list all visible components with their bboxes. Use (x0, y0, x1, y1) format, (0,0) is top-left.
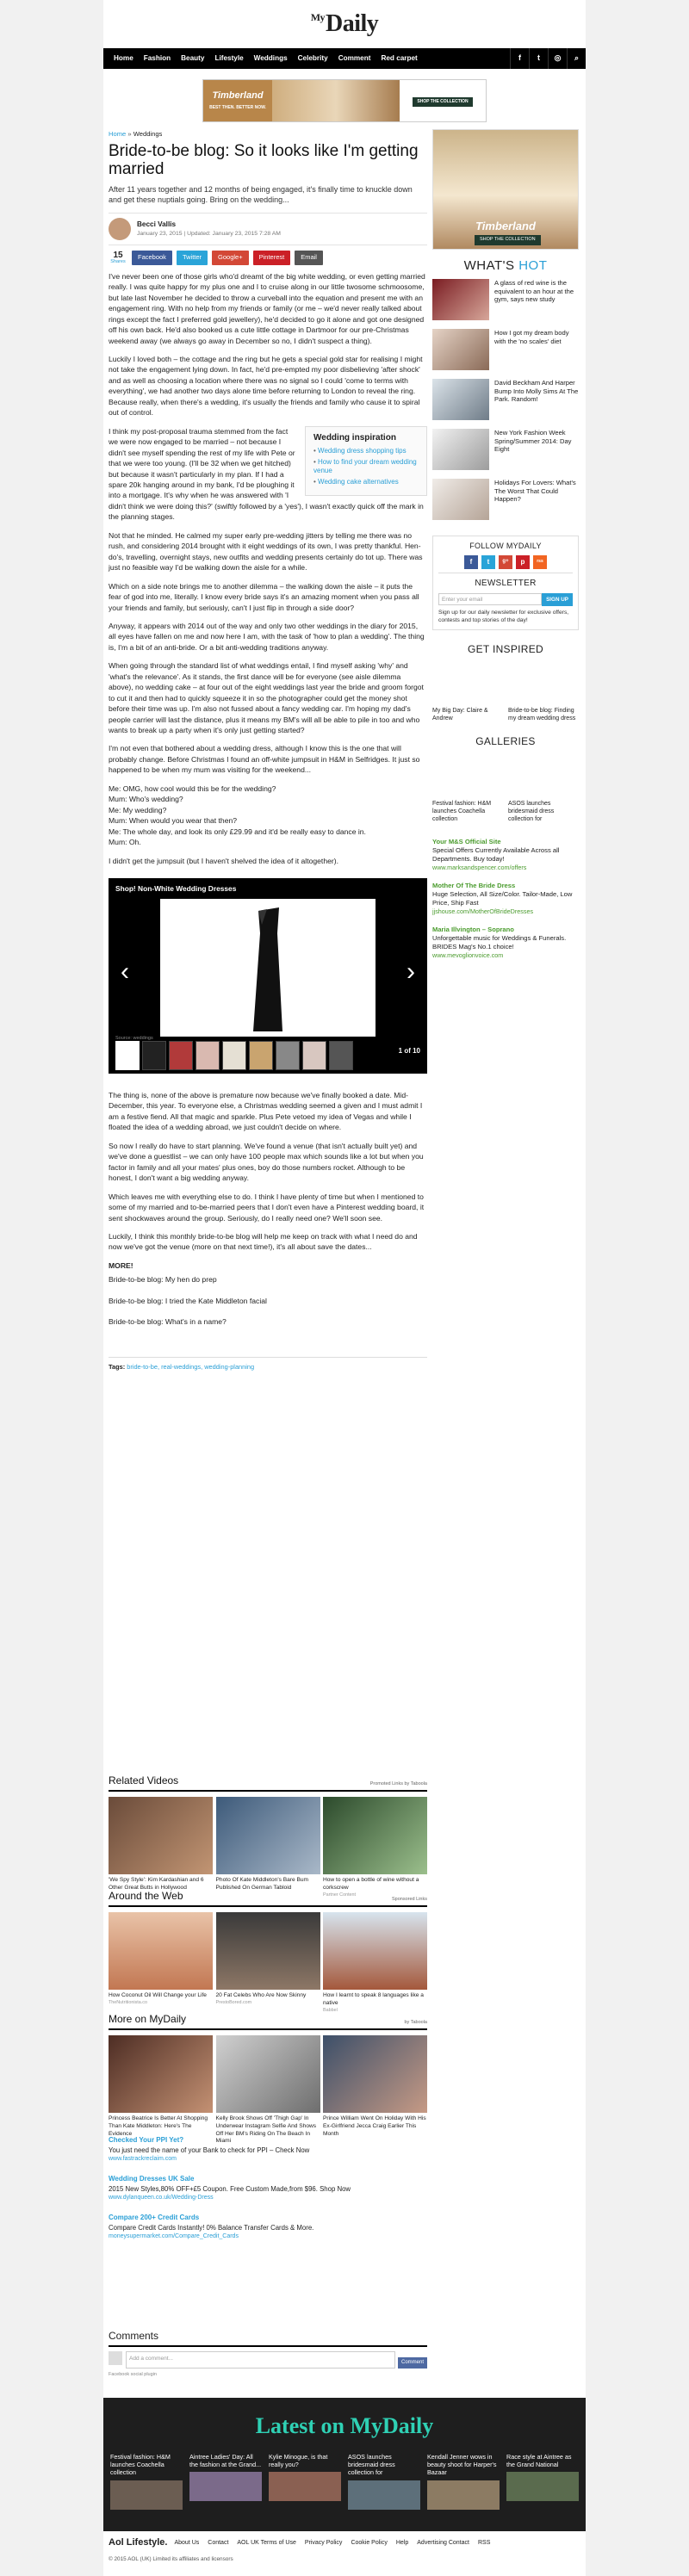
comment-input[interactable]: Add a comment... (126, 2351, 395, 2369)
share-twitter-button[interactable]: Twitter (177, 251, 208, 265)
pinterest-icon[interactable]: p (516, 555, 530, 569)
nav-weddings[interactable]: Weddings (253, 54, 288, 63)
footer-link[interactable]: AOL UK Terms of Use (237, 2539, 296, 2546)
tags: Tags: bride-to-be, real-weddings, wedding-planning (109, 1357, 427, 1372)
nav-comment[interactable]: Comment (338, 54, 371, 63)
rss-icon[interactable]: rss (533, 555, 547, 569)
article-title: Bride-to-be blog: So it looks like I'm getting married (109, 142, 419, 179)
footer-link[interactable]: Cookie Policy (351, 2539, 388, 2546)
article-paragraph: When going through the standard list of what weddings entail, I find myself asking 'why' and 'what's the relevance'. As it stands, the first dance will be for everyone (see aisle dilemma above), no wedding cake – at four out of the eight weddings last year the bride and groom forgot to cut it and then had to quickly squeeze it in so the photographer could get the money shot before their time was up. I'm also not fussed about a fancy wedding car. I'm hoping my dad's people carrier will last the distance, plus it means my BM's will all be able to pile in too and who wants to break up a party when it's only just getting started? (109, 661, 424, 735)
more-card[interactable]: Kelly Brook Shows Off 'Thigh Gap' In Underwear Instagram Selfie And Shows Off Her BM's Riding On The Beach In Miami (216, 2035, 320, 2145)
promoted-link[interactable]: Compare 200+ Credit Cards Compare Credit Cards Instantly! 0% Balance Transfer Cards & More. moneysupermarket.com/Compare_Credit_Cards (109, 2214, 314, 2239)
promoted-link[interactable]: Checked Your PPI Yet? You just need the name of your Bank to check for PPI – Check Now www.fastrackreclaim.com (109, 2136, 310, 2162)
footer-link[interactable]: Contact (208, 2539, 229, 2546)
main-nav (103, 48, 586, 69)
comments-title: Comments (109, 2329, 427, 2347)
copyright: © 2015 AOL (UK) Limited its affiliates and licensors (109, 2555, 233, 2562)
shop-gallery (109, 878, 427, 1074)
galleries-title: GALLERIES (475, 735, 536, 748)
galleries (432, 800, 579, 823)
gallery-thumbnails (115, 1041, 356, 1070)
article-paragraph: So now I really do have to start planning. We've found a venue (that isn't actually built yet) and we've done a guestlist – we can only have 100 people max which sounds like a lot but when you factor in family and all your mates' plus ones, boy do those numbers rocket. Although to be honest, I don't want a big wedding anyway. (109, 1141, 424, 1183)
gallery-thumb[interactable] (222, 1041, 246, 1070)
nav-lifestyle[interactable]: Lifestyle (214, 54, 244, 63)
share-googleplus-button[interactable]: Google+ (212, 251, 249, 265)
hot-item[interactable]: How I got my dream body with the 'no scales' diet (432, 329, 579, 370)
get-inspired (432, 707, 579, 722)
article-paragraph: I'm not even that bothered about a wedding dress, although I know this is the one that will probably change. Before Christmas I found an off-white jumpsuit in H&M in Selfridges. It just so happened to be when my mum was visiting for the weekend... (109, 744, 420, 775)
nav-home[interactable]: Home (114, 54, 133, 63)
article-paragraph: Luckily, I think this monthly bride-to-be blog will help me keep on track with what I need do and now we've got the venue (more on that next time!), it's all about save the dates... (109, 1232, 418, 1252)
comments (109, 2329, 427, 2379)
newsletter-signup-button[interactable]: SIGN UP (542, 593, 573, 606)
sponsored-link[interactable]: Your M&S Official Site Special Offers Currently Available Across all Departments. Buy today! www.marksandspencer.com/offers (432, 838, 560, 871)
search-icon[interactable]: ⌕ (567, 48, 586, 69)
instagram-icon[interactable]: ◎ (548, 48, 567, 69)
gallery-thumb[interactable] (276, 1041, 300, 1070)
gallery-thumb[interactable] (169, 1041, 193, 1070)
footer-link[interactable]: Advertising Contact (417, 2539, 469, 2546)
advert-brand: Timberland BEST THEN. BETTER NOW. (203, 80, 272, 121)
gallery-title: Shop! Non-White Wedding Dresses (115, 884, 237, 894)
twitter-icon[interactable]: t (481, 555, 495, 569)
inspiration-link[interactable]: • Wedding dress shopping tips (313, 447, 419, 455)
gallery-next-icon[interactable]: › (407, 957, 415, 987)
follow-box (432, 536, 579, 630)
hot-item[interactable]: A glass of red wine is the equivalent to an hour at the gym, says new study (432, 279, 579, 320)
footer (103, 2531, 586, 2576)
more-link[interactable]: Bride-to-be blog: I tried the Kate Middleton facial (109, 1296, 267, 1305)
inspiration-link[interactable]: • How to find your dream wedding venue (313, 458, 419, 475)
gallery-credit: Source: weddings (115, 1036, 153, 1042)
inspired-card[interactable]: Bride-to-be blog: Finding my dream wedding dress (508, 708, 576, 722)
author-name[interactable]: Becci Vallis (137, 220, 177, 228)
newsletter-email-input[interactable]: Enter your email (438, 593, 542, 605)
latest-item[interactable]: Aintree Ladies' Day: All the fashion at the Grand... (189, 2453, 262, 2510)
more-card[interactable]: Prince William Went On Holiday With His Ex-Girlfriend Jecca Craig Earlier This Month (323, 2035, 427, 2145)
around-the-web: Around the Web Sponsored Links How Coconut Oil Will Change your Life TheNutritionista.co 20 Fat Celebs Who Are Now Skinny PrestoBored.com How I learnt to speak 8 languages like a native Babbel (109, 1890, 427, 2013)
follow-title: FOLLOW MYDAILY (469, 541, 542, 550)
promoted-link[interactable]: Wedding Dresses UK Sale 2015 New Styles,80% OFF+£5 Coupon. Free Custom Made,from $96. Shop Now www.dylanqueen.co.uk/Wedding-Dress (109, 2175, 351, 2201)
article-paragraph: Not that he minded. He calmed my super early pre-wedding jitters by telling me there was no rush, and considering 2014 brought with it eight weddings of its own, I was pretty thankful. Hen-do's, travelling, overnight stays, new outfits and wedding presents certainly do tot up. There was just no feasible way I'd be walking down the aisle for a while. (109, 530, 423, 573)
latest-item[interactable]: Race style at Aintree as the Grand National (506, 2453, 579, 2510)
gallery-thumb[interactable] (329, 1041, 353, 1070)
facebook-plugin-label: Facebook social plugin (109, 2372, 157, 2378)
gallery-prev-icon[interactable]: ‹ (121, 957, 129, 987)
related-video-card[interactable]: 'We Spy Style': Kim Kardashian and 6 Other Great Butts in Hollywood (109, 1797, 213, 1898)
mydaily-logo[interactable]: MyDaily (310, 10, 379, 37)
sponsored-links (432, 837, 579, 960)
whats-hot (432, 257, 579, 520)
related-video-card[interactable]: How to open a bottle of wine without a corkscrew Partner Content (323, 1797, 427, 1898)
inspiration-link[interactable]: • Wedding cake alternatives (313, 478, 419, 486)
hot-item[interactable]: David Beckham And Harper Bump Into Molly Sims At The Park. Random! (432, 379, 579, 420)
top-advert[interactable] (202, 79, 487, 122)
promoted-links (109, 2135, 427, 2251)
hot-item[interactable]: New York Fashion Week Spring/Summer 2014: Day Eight (432, 429, 579, 470)
whats-hot-title: WHAT'S HOT (463, 258, 548, 273)
hot-item[interactable]: Holidays For Lovers: What's The Worst That Could Happen? (432, 479, 579, 520)
twitter-icon[interactable]: t (529, 48, 548, 69)
nav-beauty[interactable]: Beauty (181, 54, 205, 63)
gallery-card[interactable]: ASOS launches bridesmaid dress collection for (508, 800, 555, 822)
article-paragraph: The thing is, none of the above is premature now because we've finally booked a date. Mid-December, this year. To everyone else, a Christmas wedding seemed a given and I must admit I am a festive fiend. All that magic and sparkle. Plus Pete vetoed my idea of Vegas and while I floated the idea of a wedding abroad, we just couldn't decide on where. (109, 1091, 423, 1132)
gallery-thumb[interactable] (249, 1041, 273, 1070)
nav-celebrity[interactable]: Celebrity (297, 54, 328, 63)
googleplus-icon[interactable]: g+ (499, 555, 512, 569)
share-facebook-button[interactable]: Facebook (132, 251, 172, 265)
sponsored-card[interactable]: How I learnt to speak 8 languages like a native Babbel (323, 1912, 427, 2014)
inspired-card[interactable]: My Big Day: Claire & Andrew (432, 708, 488, 722)
article-dates: January 23, 2015 | Updated: January 23, 2015 7:28 AM (137, 230, 281, 237)
comment-button[interactable]: Comment (398, 2357, 427, 2369)
masthead (103, 0, 586, 48)
share-email-button[interactable]: Email (295, 251, 323, 265)
gallery-image[interactable] (160, 899, 376, 1037)
footer-link[interactable]: RSS (477, 2539, 491, 2546)
sponsored-card[interactable]: How Coconut Oil Will Change your Life TheNutritionista.co (109, 1912, 213, 2014)
commenter-avatar (109, 2351, 122, 2365)
get-inspired-title: GET INSPIRED (467, 642, 544, 655)
sponsored-card[interactable]: 20 Fat Celebs Who Are Now Skinny PrestoBored.com (216, 1912, 320, 2014)
gallery-thumb[interactable] (196, 1041, 220, 1070)
related-videos: Related Videos Promoted Links by Taboola 'We Spy Style': Kim Kardashian and 6 Other Great Butts in Hollywood Photo Of Kate Middleton's Bare Bum Published On German Tabloid How to open a bottle of wine without a corkscrew Partner Content (109, 1774, 427, 1898)
more-on-mydaily: More on MyDaily by Taboola Princess Beatrice Is Better At Shopping Than Kate Middleton: Here's The Evidence Kelly Brook Shows Off 'Thigh Gap' In Underwear Instagram Selfie And Shows Off Her BM's Riding On The Beach In Miami Prince William Went On Holiday With His Ex-Girlfriend Jecca Craig Earlier This Month (109, 2013, 427, 2145)
breadcrumb: Home » Weddings (109, 130, 163, 138)
footer-link[interactable]: About Us (174, 2539, 200, 2546)
article-paragraph: Luckily I loved both – the cottage and the ring but he gets a special gold star for realising I might not take the engagement lying down. In fact, he'd pre-empted my poor disbelieving 'after shock' and as well as choosing a location where there was no signal so I could 'come to terms with everything', we had another two days alone time before returning to London to reveal the ring. Because really, when there's a wedding, it's usually the friends and family who cause it to spiral out of control. (109, 354, 423, 418)
article-standfirst: After 11 years together and 12 months of being engaged, it's finally time to knuckle down and get these nuptials going. Bring on the wedding... (109, 184, 413, 204)
byline (109, 213, 427, 245)
breadcrumb-home[interactable]: Home (109, 130, 127, 138)
gallery-thumb[interactable] (115, 1041, 140, 1070)
article-paragraph: I've never been one of those girls who'd dreamt of the big white wedding, or even getting married really. I was quite happy for my plus one and I to cruise along in our little twosome schmoosome, but late last November he decided to throw a curveball into the equation and present me with an engagement ring. With no help from my friends or family (or me – we'd never really talked about rings except the fact I preferred gold jewellery), he'd decided to go it alone and got one designed off his own back. He'd also booked us a cute little cottage in Dartmoor for our pre-Christmas weekend away (we always go away in December so no, I didn't suspect a thing). (109, 271, 425, 345)
latest-item[interactable]: Festival fashion: H&M launches Coachella collection (110, 2453, 183, 2510)
nav-fashion[interactable]: Fashion (143, 54, 171, 63)
more-card[interactable]: Princess Beatrice Is Better At Shopping Than Kate Middleton: Here's The Evidence (109, 2035, 213, 2145)
page (103, 0, 586, 2576)
advert-cta: SHOP THE COLLECTION (400, 80, 486, 121)
share-bar (109, 251, 427, 265)
gallery-thumb[interactable] (302, 1041, 326, 1070)
tag-links[interactable]: bride-to-be, real-weddings, wedding-planning (127, 1362, 255, 1371)
latest-on-mydaily (103, 2398, 586, 2531)
latest-title: Latest on MyDaily (255, 2413, 434, 2438)
sidebar (432, 129, 579, 969)
sponsored-link[interactable]: Mother Of The Bride Dress Huge Selection, All Size/Color. Tailor-Made, Low Price, Ship Fast jjshouse.com/MotherOfBrideDresses (432, 882, 573, 915)
article-paragraph: Which leaves me with everything else to do. I think I have plenty of time but when I mentioned to some of my married and to-be-married peers that I don't even have a Pinterest wedding board, it sent shockwaves around the group. Seriously, do I really need one? We'll soon see. (109, 1192, 425, 1223)
share-pinterest-button[interactable]: Pinterest (253, 251, 291, 265)
sponsored-link[interactable]: Maria Illvington – Soprano Unforgettable music for Weddings & Funerals. BRIDES Mag's No.1 choice! www.mevoglionvoice.com (432, 926, 567, 960)
inspiration-box (305, 426, 427, 496)
breadcrumb-section[interactable]: Weddings (133, 130, 163, 138)
article (109, 129, 427, 1372)
advert-image (272, 80, 400, 121)
gallery-card[interactable]: Festival fashion: H&M launches Coachella collection (432, 800, 492, 822)
latest-item[interactable]: ASOS launches bridesmaid dress collection for (348, 2453, 420, 2510)
newsletter-title: NEWSLETTER (438, 573, 573, 591)
footer-link[interactable]: Help (395, 2539, 409, 2546)
aol-lifestyle-logo[interactable]: Aol Lifestyle. (109, 2537, 168, 2548)
article-paragraph: I didn't get the jumpsuit (but I haven't shelved the idea of it altogether). (109, 856, 338, 865)
nav-red-carpet[interactable]: Red carpet (381, 54, 418, 63)
inspiration-title: Wedding inspiration (313, 432, 396, 443)
more-heading: MORE! (109, 1260, 133, 1270)
newsletter-note: Sign up for our daily newsletter for exclusive offers, contests and top stories of the day! (438, 610, 569, 624)
more-link[interactable]: Bride-to-be blog: What's in a name? (109, 1317, 227, 1327)
gallery-thumb[interactable] (142, 1041, 166, 1070)
gallery-counter: 1 of 10 (398, 1047, 420, 1056)
footer-link[interactable]: Privacy Policy (304, 2539, 343, 2546)
facebook-icon[interactable]: f (464, 555, 478, 569)
latest-item[interactable]: Kendall Jenner wows in beauty shoot for Harper's Bazaar (427, 2453, 500, 2510)
latest-item[interactable]: Kylie Minogue, is that really you? (269, 2453, 341, 2510)
related-video-card[interactable]: Photo Of Kate Middleton's Bare Bum Published On German Tabloid (216, 1797, 320, 1898)
dress-image (250, 907, 286, 1031)
author-avatar (109, 218, 131, 240)
share-count: 15 Shares (110, 250, 126, 264)
dialogue: Me: OMG, how cool would this be for the wedding? Mum: Who's wedding? Me: My wedding? Mum: When would you wear that then? Me: The whole day, and look its only £29.99 and it'd be really easy to dance in. Mum: Oh. (109, 783, 366, 847)
sidebar-advert[interactable]: Timberland SHOP THE COLLECTION (432, 129, 579, 250)
article-paragraph: I think my post-proposal trauma stemmed from the fact we were now engaged to be married – not because I didn't see myself spending the rest of my life with Pete or that we were too young. (I'll be 32 when we get hitched) but because it wasn't particularly in my plan. If I had a spare 20k hanging around in my bank, I'd be ploughing it into a mortgage. It's why when he was answered with 'I didn't think we were doing this?' (swiftly followed by a 'yes'), I wasn't exactly quick off the mark in the planning stages. (109, 426, 424, 522)
facebook-icon[interactable]: f (510, 48, 529, 69)
article-paragraph: Anyway, it appears with 2014 out of the way and only two other weddings in the diary for 2015, all eyes have fallen on me and now here I am, with the task of 'how to plan a wedding'. The thing is, I'm a bit of an anti-bride. Or a bit anti-wedding traditions anyway. (109, 621, 425, 652)
more-link[interactable]: Bride-to-be blog: My hen do prep (109, 1275, 217, 1285)
article-paragraph: Which on a side note brings me to another dilemma – the walking down the aisle – it puts the fear of god into me, literally. I know every bride says it's an amazing moment when you pass all your friends and family, but seriously, can't I just flip in through a side door? (109, 581, 419, 612)
